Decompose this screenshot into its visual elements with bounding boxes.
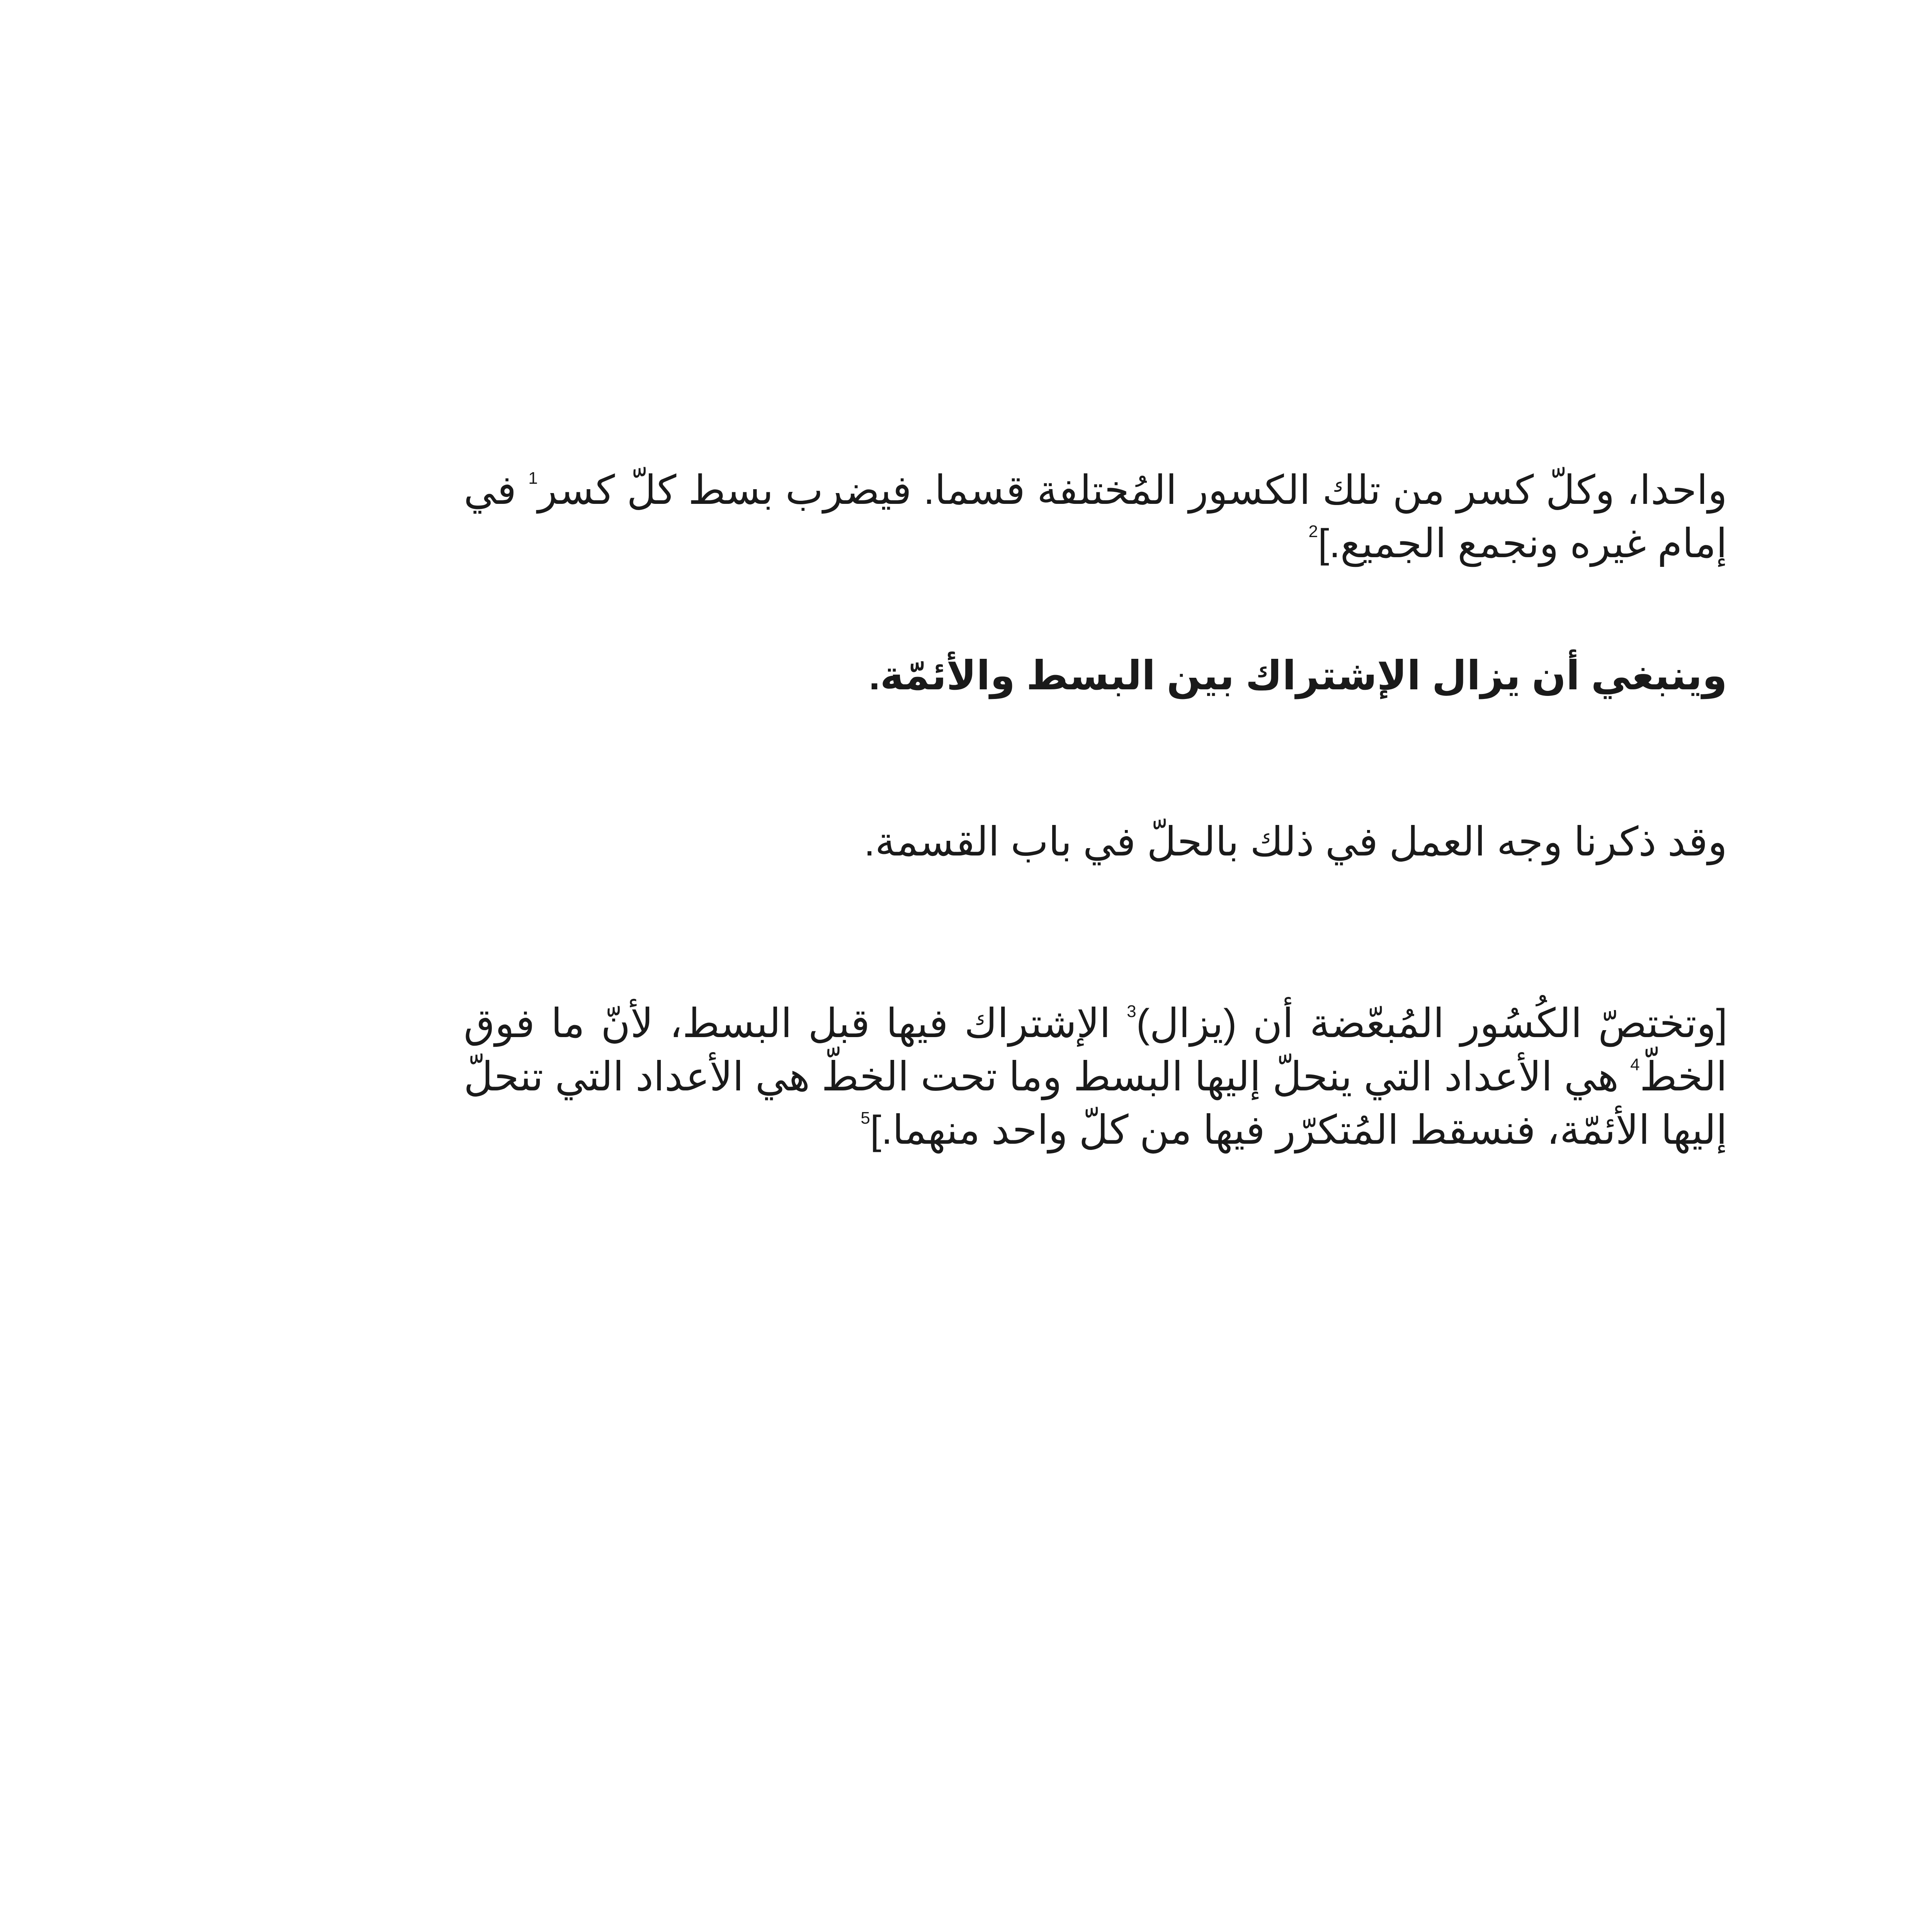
footnote-ref-2: 2 — [1308, 522, 1318, 541]
paragraph-1 — [464, 464, 1727, 570]
paragraph-3-text-a: [وتختصّ الكُسُور المُبعّضة أن (يزال) — [1136, 1001, 1727, 1046]
paragraph-2: وقد ذكرنا وجه العمل في ذلك بالحلّ في باب القسمة. — [864, 820, 1727, 864]
footnote-ref-3: 3 — [1127, 1002, 1136, 1021]
footnote-ref-1: 1 — [528, 469, 538, 488]
footnote-ref-5: 5 — [861, 1109, 870, 1128]
paragraph-1-text-a: واحدا، وكلّ كسر من تلك الكسور المُختلفة قسما. فيضرب بسط كلّ كسر — [537, 468, 1727, 513]
paragraph-3-text-c: هي الأعداد التي ينحلّ إليها البسط وما تحت الخطّ هي الأعداد التي تنحلّ إليها الأئمّة، فنسقط المُتكرّر فيها من كلّ واحد منهما.] — [464, 1054, 1727, 1153]
paragraph-3-text-b: الإشتراك فيها قبل البسط، لأنّ ما فوق الخطّ — [464, 1001, 1728, 1099]
footnote-ref-4: 4 — [1630, 1055, 1640, 1074]
paragraph-1-text-b: في إمام غيره ونجمع الجميع.] — [464, 468, 1727, 566]
paragraph-3 — [464, 997, 1727, 1157]
section-heading: وينبغي أن يزال الإشتراك بين البسط والأئمّة. — [869, 653, 1727, 698]
